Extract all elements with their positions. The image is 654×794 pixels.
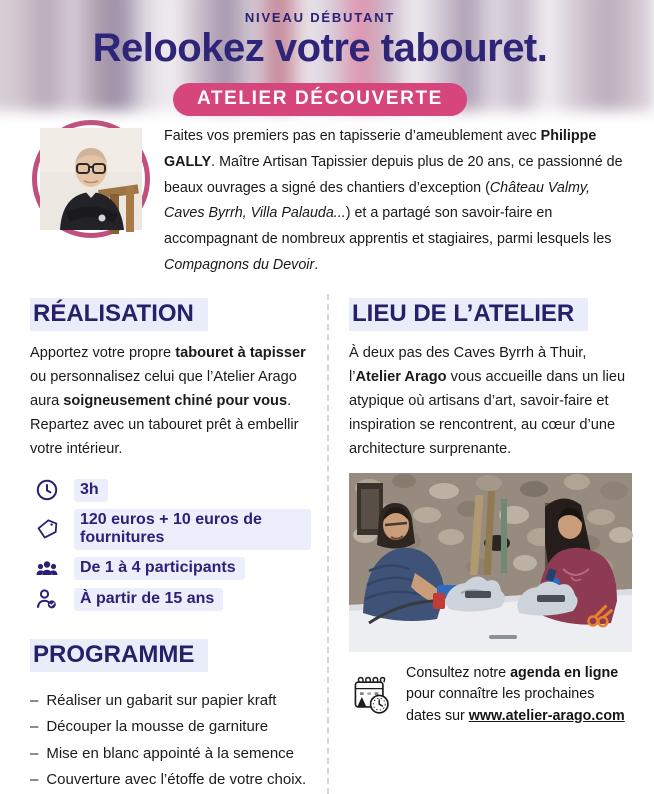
info-age: À partir de 15 ans xyxy=(74,588,223,611)
workshop-photo xyxy=(349,473,632,652)
minimum-age-icon xyxy=(35,587,59,611)
page-title: Relookez votre tabouret. xyxy=(92,26,548,70)
level-label: NIVEAU DÉBUTANT xyxy=(244,10,396,25)
intro-paragraph: Faites vos premiers pas en tapisserie d’ameublement avec Philippe GALLY. Maître Artisan Tapissier depuis plus de 20 ans, ce passionné de beaux ouvrages a signé des chantiers d’exception (Château Valmy, Caves Byrrh, Villa Palauda...) et a partagé son savoir-faire en accompagnant de nombreux apprentis et stagiaires, parmi lesquels les Compagnons du Devoir. xyxy=(164,128,623,273)
website-link[interactable]: www.atelier-arago.com xyxy=(468,707,625,724)
programme-item: – Mise en blanc appointé à la semence xyxy=(30,744,294,762)
info-row-price xyxy=(35,509,311,550)
info-row-age xyxy=(35,587,311,612)
intro-section xyxy=(32,120,632,279)
left-column xyxy=(30,294,327,794)
instructor-portrait-photo xyxy=(32,120,150,238)
info-row-participants xyxy=(35,556,311,581)
section-title-programme: PROGRAMME xyxy=(30,639,208,672)
participants-icon xyxy=(35,556,59,580)
agenda-text: Consultez notre agenda en ligne pour connaître les prochaines dates sur www.atelier-arago.com xyxy=(406,664,625,724)
programme-item: – Découper la mousse de garniture xyxy=(30,718,269,736)
section-title-lieu: LIEU DE L’ATELIER xyxy=(349,298,588,331)
info-price: 120 euros + 10 euros de fournitures xyxy=(74,509,311,550)
info-row-duration xyxy=(35,478,311,503)
calendar-clock-icon xyxy=(349,673,393,717)
portrait-illustration xyxy=(40,128,142,230)
info-participants: De 1 à 4 participants xyxy=(74,557,245,580)
agenda-callout xyxy=(349,663,632,728)
content-columns xyxy=(30,294,630,794)
section-title-realisation: RÉALISATION xyxy=(30,298,208,331)
lieu-paragraph: À deux pas des Caves Byrrh à Thuir, l’Atelier Arago vous accueille dans un lieu atypique où artisans d’art, savoir-faire et inspiration se rencontrent, au cœur d’une architecture surprenante. xyxy=(349,344,626,457)
workshop-photo-illustration xyxy=(349,473,632,652)
price-tag-icon xyxy=(35,517,59,541)
programme-item: – Couverture avec l’étoffe de votre choix. xyxy=(30,771,307,789)
info-duration: 3h xyxy=(74,479,108,502)
clock-icon xyxy=(35,478,59,502)
programme-item: – Réaliser un gabarit sur papier kraft xyxy=(30,691,277,709)
right-column xyxy=(327,294,632,794)
workshop-type-badge: ATELIER DÉCOUVERTE xyxy=(173,83,467,116)
realisation-paragraph: Apportez votre propre tabouret à tapisser ou personnalisez celui que l’Atelier Arago aura soigneusement chiné pour vous. Repartez avec un tabouret prêt à embellir votre intérieur. xyxy=(30,344,306,457)
info-list xyxy=(35,478,311,612)
programme-list xyxy=(30,688,311,794)
